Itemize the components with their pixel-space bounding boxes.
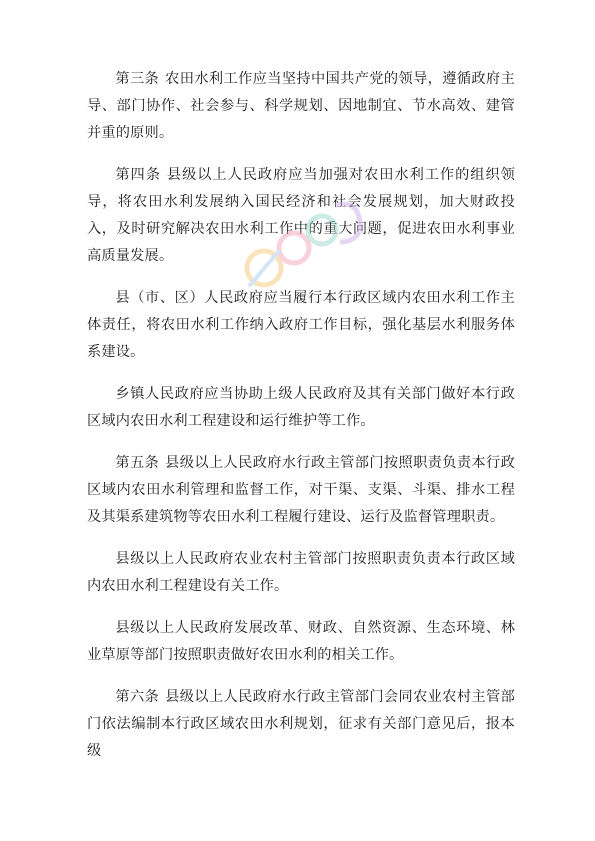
watermark-logo-icon <box>242 190 372 300</box>
paragraph-article-6 <box>87 684 515 765</box>
article-number: 第六条 <box>115 689 160 705</box>
paragraph-text: 县级以上人民政府应当加强对农田水利工作的组织领导，将农田水利发展纳入国民经济和社会发展规划，加大财政投入，及时研究解决农田水利工作中的重大问题，促进农田水利事业高质量发展。 <box>87 167 515 264</box>
article-number: 第五条 <box>115 455 160 471</box>
paragraph-text: 乡镇人民政府应当协助上级人民政府及其有关部门做好本行政区域内农田水利工程建设和运行维护等工作。 <box>87 386 515 429</box>
paragraph-text: 县（市、区）人民政府应当履行本行政区域内农田水利工作主体责任，将农田水利工作纳入政府工作目标，强化基层水利服务体系建设。 <box>87 290 515 360</box>
paragraph-text: 县级以上人民政府水行政主管部门按照职责负责本行政区域内农田水利管理和监督工作，对干渠、支渠、斗渠、排水工程及其渠系建筑物等农田水利工程履行建设、运行及监督管理职责。 <box>87 455 515 525</box>
paragraph-text: 农田水利工作应当坚持中国共产党的领导，遵循政府主导、部门协作、社会参与、科学规划、因地制宜、节水高效、建管并重的原则。 <box>87 71 515 141</box>
paragraph-article-5 <box>87 450 515 531</box>
paragraph-text: 县级以上人民政府农业农村主管部门按照职责负责本行政区域内农田水利工程建设有关工作。 <box>87 551 515 594</box>
paragraph-agriculture-department <box>87 546 515 600</box>
paragraph-other-departments <box>87 615 515 669</box>
document-body <box>87 66 515 780</box>
article-number: 第四条 <box>115 167 161 183</box>
paragraph-text: 县级以上人民政府水行政主管部门会同农业农村主管部门依法编制本行政区域农田水利规划，征求有关部门意见后，报本级 <box>87 689 515 759</box>
paragraph-text: 县级以上人民政府发展改革、财政、自然资源、生态环境、林业草原等部门按照职责做好农田水利的相关工作。 <box>87 620 515 663</box>
paragraph-article-3 <box>87 66 515 147</box>
article-number: 第三条 <box>115 71 160 87</box>
paragraph-township-government <box>87 381 515 435</box>
